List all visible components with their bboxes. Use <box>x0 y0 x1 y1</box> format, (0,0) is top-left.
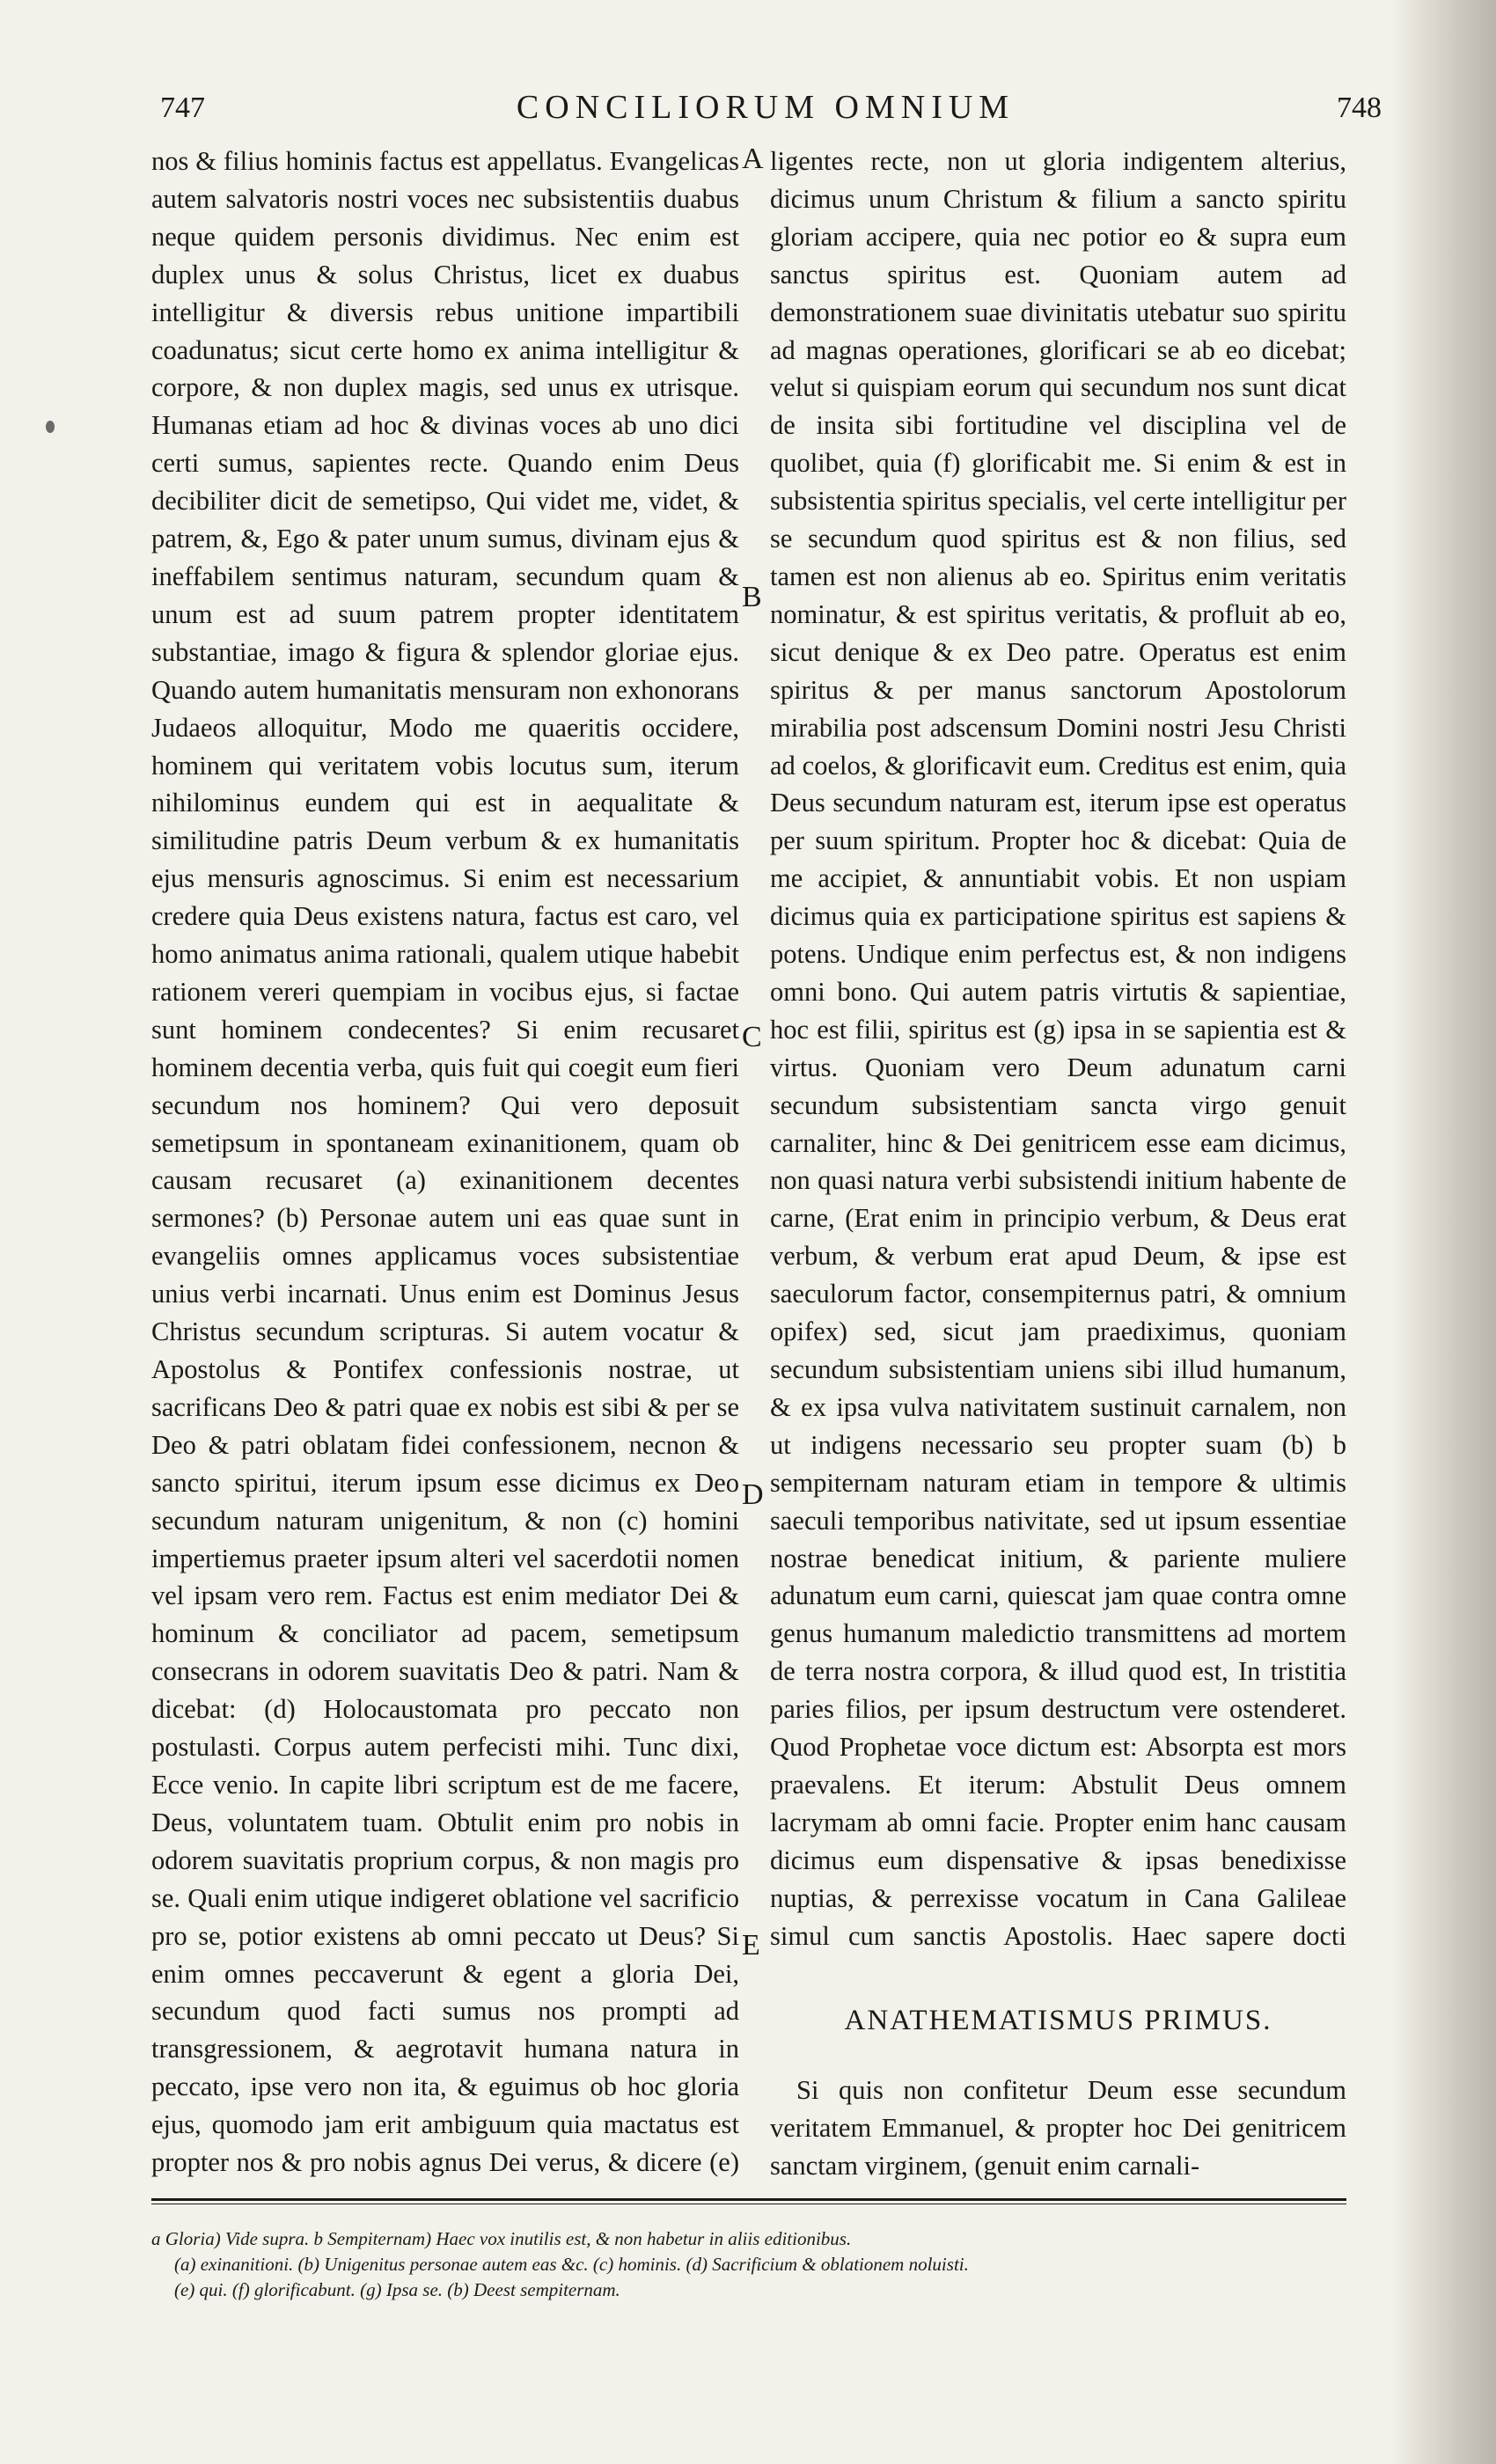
running-header <box>150 88 1382 141</box>
left-page-number: 747 <box>160 92 205 124</box>
left-column <box>151 143 739 2180</box>
footnote-line: (a) exinanitioni. (b) Unigenitus personae autem eas &c. (c) hominis. (d) Sacrificium & oblationem noluisti. <box>174 2254 969 2275</box>
margin-letter-a: A <box>742 143 764 175</box>
footnote-rule <box>151 2198 1346 2201</box>
page-edge-shadow <box>1390 0 1496 2464</box>
anathema-text: Si quis non confitetur Deum esse secundum veritatem Emmanuel, & propter hoc Dei genitricem sanctam virginem, (genuit enim carnali- <box>770 2074 1346 2180</box>
footnotes <box>151 2226 1348 2303</box>
right-page-number: 748 <box>1337 92 1382 124</box>
page-title: CONCILIORUM OMNIUM <box>516 89 1016 126</box>
section-heading: ANATHEMATISMUS PRIMUS. <box>844 2005 1272 2036</box>
footnote-line: a Gloria) Vide supra. b Sempiternam) Haec vox inutilis est, & non habetur in aliis editionibus. <box>151 2228 852 2249</box>
margin-letter-d: D <box>742 1478 764 1511</box>
margin-letter-e: E <box>742 1929 760 1962</box>
left-column-text: nos & filius hominis factus est appellatus. Evangelicas autem salvatoris nostri voces nec subsistentiis duabus neque quidem personis dividimus. Nec enim est duplex unus & solus Christus, licet ex duabus intelligitur & diversis rebus unitione impartibili coadunatus; sicut certe homo ex anima intelligitur & corpore, & non duplex magis, sed unus ex utrisque. Humanas etiam ad hoc & divinas voces ab uno dici certi sumus, sapientes recte. Quando enim Deus decibiliter dicit de semetipso, Qui videt me, videt, & patrem, &, Ego & pater unum sumus, divinam ejus & ineffabilem sentimus naturam, secundum quam & unum est ad suum patrem propter identitatem substantiae, imago & figura & splendor gloriae ejus. Quando autem humanitatis mensuram non exhonorans Judaeos alloquitur, Modo me quaeritis occidere, hominem qui veritatem vobis locutus sum, iterum nihilominus eundem qui est in aequalitate & similitudine patris Deum verbum & ex humanitatis ejus mensuris agnoscimus. Si enim est necessarium credere quia Deus existens natura, factus est caro, vel homo animatus anima rationali, qualem utique habebit rationem vereri quempiam in vocibus ejus, si factae sunt hominem condecentes? Si enim recusaret hominem decentia verba, quis fuit qui coegit eum fieri secundum nos hominem? Qui vero deposuit semetipsum in spontaneam exinanitionem, quam ob causam recusaret (a) exinanitionem decentes sermones? (b) Personae autem uni eas quae sunt in evangeliis omnes applicamus voces subsistentiae unius verbi incarnati. Unus enim est Dominus Jesus Christus secundum scripturas. Si autem vocatur & Apostolus & Pontifex confessionis nostrae, ut sacrificans Deo & patri quae ex nobis est sibi & per se Deo & patri oblatam fidei confessionem, necnon & sancto spiritui, iterum ipsum esse dicimus ex Deo secundum naturam unigenitum, & non (c) homini impertiemus praeter ipsum alteri vel sacerdotii nomen vel ipsam vero rem. Factus est enim mediator Dei & hominum & conciliator ad pacem, semetipsum consecrans in odorem suavitatis Deo & patri. Nam & dicebat: (d) Holocaustomata pro peccato non postulasti. Corpus autem perfecisti mihi. Tunc dixi, Ecce venio. In capite libri scriptum est de me facere, Deus, voluntatem tuam. Obtulit enim pro nobis in odorem suavitatis proprium corpus, & non magis pro se. Quali enim utique indigeret oblatione vel sacrificio pro se, potior existens ab omni peccato ut Deus? Si enim omnes peccaverunt & egent a gloria Dei, secundum quod facti sumus nos prompti ad transgressionem, & aegrotavit humana natura in peccato, ipse vero non ita, & eguimus ob hoc gloria ejus, quomodo jam erit ambiguum quia mactatus est propter nos & pro nobis agnus Dei verus, & dicere (e) <box>151 146 739 2178</box>
margin-letter-c: C <box>742 1021 762 1053</box>
footnote-line: (e) qui. (f) glorificabunt. (g) Ipsa se. (b) Deest sempiternam. <box>174 2279 620 2300</box>
ink-spot <box>46 421 55 433</box>
margin-letter-b: B <box>742 581 762 613</box>
right-column-text: ligentes recte, non ut gloria indigentem alterius, dicimus unum Christum & filium a sancto spiritu gloriam accipere, quia nec potior eo & supra eum sanctus spiritus est. Quoniam autem ad demonstrationem suae divinitatis utebatur suo spiritu ad magnas operationes, glorificari se ab eo dicebat; velut si quispiam eorum qui secundum nos sunt dicat de insita sibi fortitudine vel disciplina vel de quolibet, quia (f) glorificabit me. Si enim & est in subsistentia spiritus specialis, vel certe intelligitur per se secundum quod spiritus est & non filius, sed tamen est non alienus ab eo. Spiritus enim veritatis nominatur, & est spiritus veritatis, & profluit ab eo, sicut denique & ex Deo patre. Operatus est enim spiritus & per manus sanctorum Apostolorum mirabilia post adscensum Domini nostri Jesu Christi ad coelos, & glorificavit eum. Creditus est enim, quia Deus secundum naturam est, iterum ipse est operatus per suum spiritum. Propter hoc & dicebat: Quia de me accipiet, & annuntiabit vobis. Et non uspiam dicimus quia ex participatione spiritus est sapiens & potens. Undique enim perfectus est, & non indigens omni bono. Qui autem patris virtutis & sapientiae, hoc est filii, spiritus est (g) ipsa in se sapientia est & virtus. Quoniam vero Deum adunatum carni secundum subsistentiam sancta virgo genuit carnaliter, hinc & Dei genitricem esse eam dicimus, non quasi natura verbi subsistendi initium habente de carne, (Erat enim in principio verbum, & Deus erat verbum, & verbum erat apud Deum, & ipse est saeculorum factor, consempiternus patri, & omnium opifex) sed, sicut jam praediximus, quoniam secundum subsistentiam uniens sibi illud humanum, & ex ipsa vulva nativitatem sustinuit carnalem, non ut indigens necessario seu propter suam (b) b sempiternam naturam etiam in tempore & ultimis saeculi temporibus nativitate, sed ut ipsum essentiae nostrae benedicat initium, & pariente muliere adunatum eum carni, quiescat jam quae contra omne genus humanum maledictio transmittens ad mortem de terra nostra corpora, & illud quod est, In tristitia paries filios, per ipsum destructum vere ostenderet. Quod Prophetae voce dictum est: Absorpta est mors praevalens. Et iterum: Abstulit Deus omnem lacrymam ab omni facie. Propter enim hanc causam dicimus eum dispensative & ipsas benedixisse nuptias, & perrexisse vocatum in Cana Galileae simul cum sanctis Apostolis. Haec sapere docti <box>770 146 1346 1951</box>
right-column <box>770 143 1346 2180</box>
